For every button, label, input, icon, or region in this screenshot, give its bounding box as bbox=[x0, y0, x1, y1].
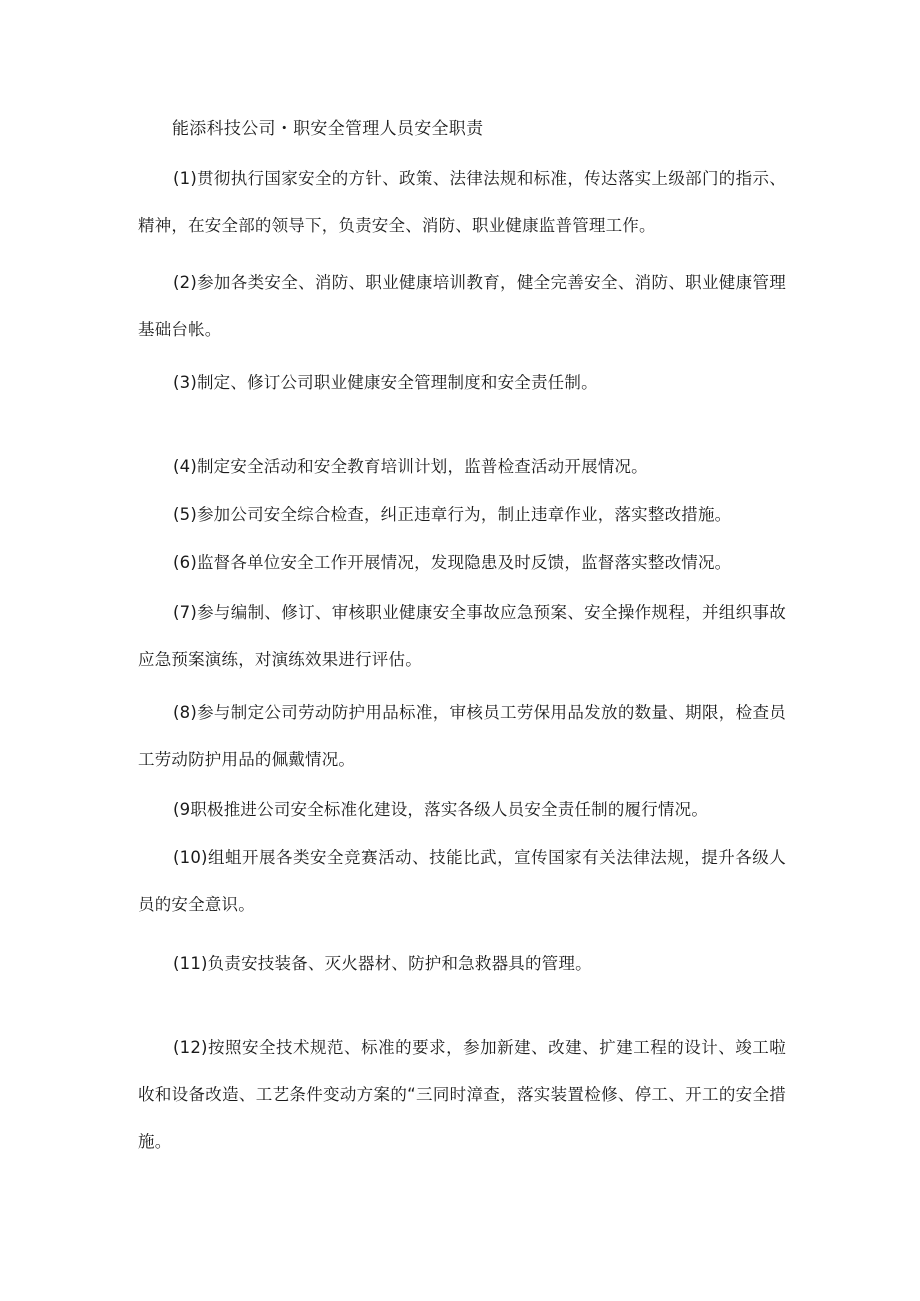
paragraph-6: (6)监督各单位安全工作开展情况，发现隐患及时反馈，监督落实整改情况。 bbox=[173, 553, 732, 572]
paragraph-3: (3)制定、修订公司职业健康安全管理制度和安全责任制。 bbox=[173, 373, 598, 392]
paragraph-4: (4)制定安全活动和安全教育培训计划，监普检查活动开展情况。 bbox=[173, 457, 648, 476]
paragraph-11: (11)负责安技装备、灭火器材、防护和急救器具的管理。 bbox=[173, 954, 592, 973]
paragraph-8: (8)参与制定公司劳动防护用品标准，审核员工劳保用品发放的数量、期限，检查员工劳动防护用品的佩戴情况。 bbox=[138, 703, 786, 769]
document-title: 能添科技公司・职安全管理人员安全职责 bbox=[172, 119, 484, 139]
paragraph-2: (2)参加各类安全、消防、职业健康培训教育，健全完善安全、消防、职业健康管理基础台帐。 bbox=[138, 273, 786, 339]
paragraph-9: (9职极推进公司安全标准化建设，落实各级人员安全责任制的履行情况。 bbox=[173, 800, 709, 819]
paragraph-12: (12)按照安全技术规范、标准的要求，参加新建、改建、扩建工程的设计、竣工啦收和设备改造、工艺条件变动方案的“三同时漳查，落实装置检修、停工、开工的安全措施。 bbox=[138, 1038, 786, 1151]
paragraph-7: (7)参与编制、修订、审核职业健康安全事故应急预案、安全操作规程，并组织事故应急预案演练，对演练效果进行评估。 bbox=[138, 603, 786, 669]
paragraph-5: (5)参加公司安全综合检查，纠正违章行为，制止违章作业，落实整改措施。 bbox=[173, 505, 732, 524]
paragraph-1: (1)贯彻执行国家安全的方针、政策、法律法规和标准，传达落实上级部门的指示、精神，在安全部的领导下，负责安全、消防、职业健康监普管理工作。 bbox=[138, 169, 786, 235]
paragraph-10: (10)组蛆开展各类安全竞赛活动、技能比武，宣传国家有关法律法规，提升各级人员的安全意识。 bbox=[138, 848, 786, 914]
